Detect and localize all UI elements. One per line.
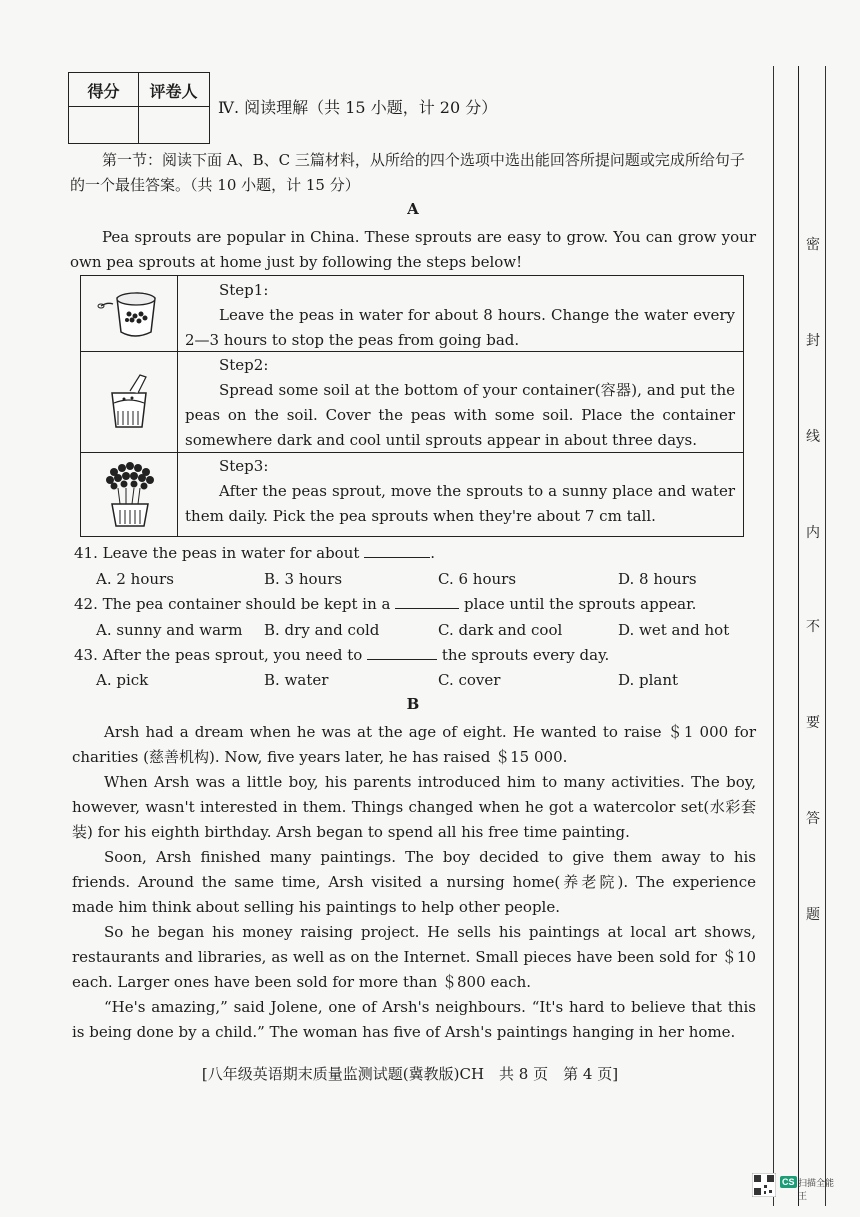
seal-char: 要	[806, 715, 820, 731]
question-43-number: 43.	[74, 646, 98, 664]
pea-sprouts-pot-icon	[81, 452, 178, 536]
question-43-stem: After the peas sprout, you need to	[102, 646, 363, 664]
question-42-number: 42.	[74, 595, 98, 613]
question-43	[74, 643, 609, 668]
q41-option-b[interactable]: B. 3 hours	[264, 570, 343, 588]
section-title: Ⅳ. 阅读理解（共 15 小题，计 20 分）	[218, 98, 498, 117]
container-with-soil-icon	[81, 351, 178, 452]
margin-rule	[798, 66, 799, 1206]
seal-char: 密	[806, 237, 820, 253]
passage-a-label: A	[407, 200, 419, 218]
seal-char: 封	[806, 333, 820, 349]
q42-option-d[interactable]: D. wet and hot	[618, 621, 730, 639]
step-row-1	[81, 276, 743, 352]
question-42-stem-end: place until the sprouts appear.	[464, 595, 697, 613]
step-row-3	[81, 452, 743, 536]
q42-option-a[interactable]: A. sunny and warm	[96, 621, 243, 639]
question-42	[74, 592, 696, 617]
step-3-body: After the peas sprout, move the sprouts to a sunny place and water them daily. Pick the pea sprouts when they're about 7 cm tall.	[185, 482, 735, 525]
steps-table	[80, 275, 744, 537]
grader-header: 评卷人	[149, 82, 198, 101]
seal-char: 不	[806, 619, 820, 635]
question-41-blank[interactable]	[364, 543, 430, 558]
seal-char: 线	[806, 429, 820, 445]
question-41-number: 41.	[74, 544, 98, 562]
scanner-watermark	[752, 1170, 842, 1200]
q41-option-c[interactable]: C. 6 hours	[438, 570, 517, 588]
question-42-stem: The pea container should be kept in a	[102, 595, 391, 613]
seal-char: 内	[806, 525, 820, 541]
step-1-body: Leave the peas in water for about 8 hours. Change the water every 2—3 hours to stop the peas from going bad.	[185, 306, 735, 349]
scanner-app-name: 扫描全能王	[798, 1179, 835, 1202]
passage-b-paragraph: Arsh had a dream when he was at the age of eight. He wanted to raise ＄1 000 for charities (慈善机构). Now, five years later, he has raised ＄15 000.	[72, 723, 756, 766]
passage-b-paragraph: When Arsh was a little boy, his parents introduced him to many activities. The boy, however, wasn't interested in them. Things changed when he got a watercolor set(水彩套装) for his eighth birthday. Arsh began to spend all his free time painting.	[72, 773, 756, 841]
passage-a-intro: Pea sprouts are popular in China. These sprouts are easy to grow. You can grow your own pea sprouts at home just by following the steps below!	[70, 228, 756, 271]
question-41-stem: Leave the peas in water for about	[102, 544, 360, 562]
q41-option-a[interactable]: A. 2 hours	[96, 570, 174, 588]
passage-b-paragraph: “He's amazing,” said Jolene, one of Arsh's neighbours. “It's hard to believe that this is being done by a child.” The woman has five of Arsh's paintings hanging in her home.	[72, 998, 756, 1041]
margin-rule	[773, 66, 774, 1206]
question-43-stem-end: the sprouts every day.	[441, 646, 610, 664]
scanner-logo: CS	[782, 1177, 795, 1187]
seal-char: 答	[806, 811, 820, 827]
q42-option-b[interactable]: B. dry and cold	[264, 621, 380, 639]
qr-code-icon	[752, 1173, 776, 1197]
passage-b-paragraph: So he began his money raising project. He sells his paintings at local art shows, restaurants and libraries, as well as on the Internet. Small pieces have been sold for ＄10 each. Larger ones have been sold for more than ＄800 each.	[72, 923, 756, 991]
q43-option-a[interactable]: A. pick	[96, 671, 149, 689]
q43-option-c[interactable]: C. cover	[438, 671, 501, 689]
margin-rule	[825, 66, 826, 1206]
score-table	[68, 72, 210, 144]
question-41-stem-end: .	[430, 544, 435, 562]
question-41	[74, 541, 435, 566]
step-2-body: Spread some soil at the bottom of your container(容器), and put the peas on the soil. Cover the peas with some soil. Place the container somewhere dark and cool until sprouts appear in about three days.	[185, 381, 735, 449]
passage-b-body	[72, 720, 756, 1045]
passage-b-label: B	[406, 695, 420, 713]
step-1-label: Step1:	[219, 281, 269, 299]
instruction: 第一节：阅读下面 A、B、C 三篇材料，从所给的四个选项中选出能回答所提问题或完成所给句子的一个最佳答案。（共 10 小题，计 15 分）	[70, 151, 745, 194]
step-3-label: Step3:	[219, 457, 269, 475]
q43-option-b[interactable]: B. water	[264, 671, 329, 689]
q41-option-d[interactable]: D. 8 hours	[618, 570, 697, 588]
step-row-2	[81, 351, 743, 453]
question-43-blank[interactable]	[367, 645, 437, 660]
q43-option-d[interactable]: D. plant	[618, 671, 679, 689]
seal-char: 题	[806, 907, 820, 923]
score-header: 得分	[87, 82, 120, 101]
page-footer: [八年级英语期末质量监测试题(冀教版)CH 共 8 页 第 4 页]	[201, 1065, 619, 1083]
step-2-label: Step2:	[219, 356, 269, 374]
question-42-blank[interactable]	[395, 594, 459, 609]
q42-option-c[interactable]: C. dark and cool	[438, 621, 563, 639]
bowl-with-peas-icon	[81, 276, 178, 351]
passage-b-paragraph: Soon, Arsh finished many paintings. The boy decided to give them away to his friends. Around the same time, Arsh visited a nursing home(养老院). The experience made him think about selling his paintings to help other people.	[72, 848, 756, 916]
